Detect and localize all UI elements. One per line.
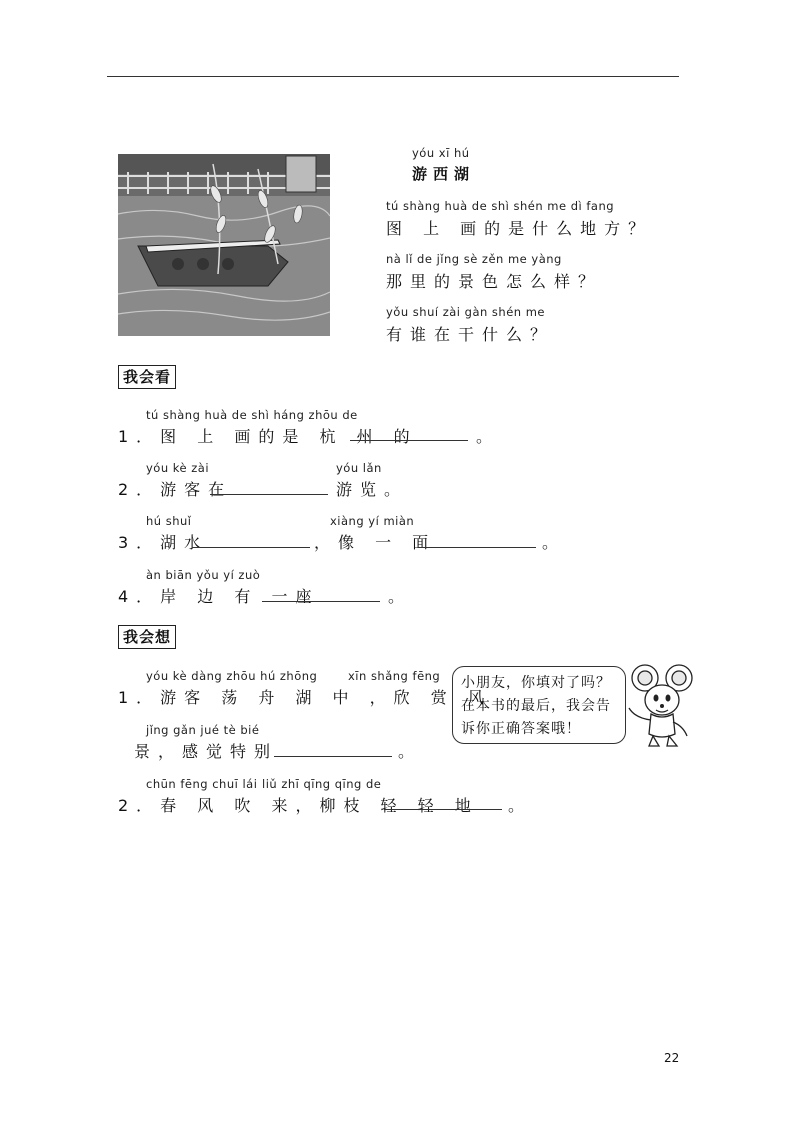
item-text: 4．岸 边 有 一座 (118, 587, 320, 606)
question-text: 图 上 画的是什么地方？ (386, 219, 653, 238)
item-text: 游览。 (336, 480, 409, 499)
question-text: 那里的景色怎么样？ (386, 272, 603, 291)
item-pinyin: xiàng yí miàn (330, 514, 415, 528)
item-end: 。 (398, 742, 423, 761)
answer-blank[interactable] (262, 601, 380, 602)
item-pinyin: chūn fēng chuī lái (146, 777, 258, 791)
item-pinyin: jǐng gǎn jué tè bié (146, 723, 260, 737)
item-text: 景，感觉特别 (134, 742, 279, 761)
item-pinyin: xīn shǎng fēng (348, 669, 441, 683)
item-pinyin: yóu lǎn (336, 461, 382, 475)
item-text: ，像 一 面 (314, 533, 437, 552)
header-rule (107, 76, 679, 77)
question-text: 有谁在干什么？ (386, 325, 555, 344)
bubble-line: 诉你正确答案哦！ (461, 721, 581, 737)
answer-blank[interactable] (418, 547, 536, 548)
speech-bubble (452, 666, 626, 744)
item-text: 3．湖水 (118, 533, 209, 552)
answer-blank[interactable] (274, 756, 392, 757)
answer-blank[interactable] (350, 440, 468, 441)
title-pinyin: yóu xī hú (412, 146, 470, 160)
bubble-line: 小朋友，你填对了吗？ (461, 675, 611, 691)
item-end: 。 (388, 587, 413, 606)
item-text: 1．游客 荡 舟 湖 中 ，欣 赏 风 (118, 688, 492, 707)
question-pinyin: nà lǐ de jǐng sè zěn me yàng (386, 252, 562, 266)
item-text: 1．图 上 画的是 杭 州 的 (118, 427, 418, 446)
item-pinyin: liǔ zhī qīng qīng de (262, 777, 382, 791)
west-lake-boat-illustration (118, 154, 330, 336)
item-end: 。 (508, 796, 533, 815)
item-pinyin: hú shuǐ (146, 514, 192, 528)
page-number: 22 (664, 1051, 680, 1065)
answer-blank[interactable] (384, 809, 502, 810)
item-pinyin: tú shàng huà de shì háng zhōu de (146, 408, 358, 422)
item-pinyin: yóu kè dàng zhōu hú zhōng (146, 669, 318, 683)
section-label-think: 我会想 (118, 625, 176, 649)
bubble-line: 在本书的最后，我会告 (461, 698, 611, 714)
answer-blank[interactable] (192, 547, 310, 548)
question-pinyin: yǒu shuí zài gàn shén me (386, 305, 546, 319)
mouse-mascot-icon (625, 660, 697, 750)
answer-blank[interactable] (210, 494, 328, 495)
intro-title: 游西湖 (412, 165, 476, 183)
section-label-look: 我会看 (118, 365, 176, 389)
item-text: 2．游客在 (118, 480, 233, 499)
question-pinyin: tú shàng huà de shì shén me dì fang (386, 199, 615, 213)
item-pinyin: àn biān yǒu yí zuò (146, 568, 261, 582)
item-end: 。 (476, 427, 501, 446)
item-text: 2．春 风 吹 来，柳枝 轻 轻 地 (118, 796, 479, 815)
item-end: 。 (542, 533, 567, 552)
item-pinyin: yóu kè zài (146, 461, 210, 475)
